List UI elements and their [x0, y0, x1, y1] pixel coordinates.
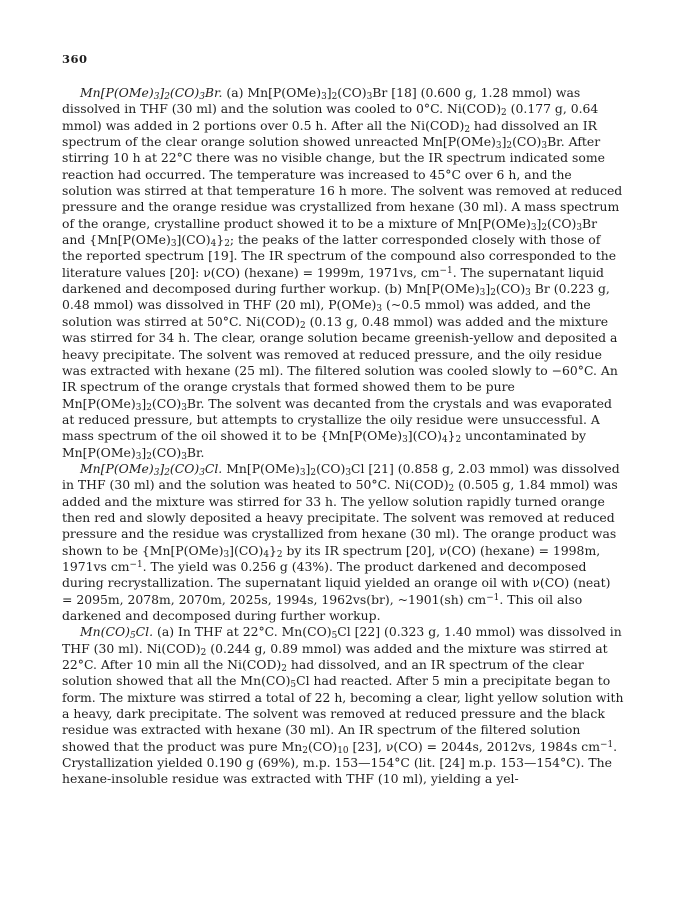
paragraph-1-body: (a) $Mn[P(OMe)_3]_2(CO)_3Br$ [18] (0.600 g, 1.28 mmol) was dissolved in THF (30 ml) and the solution was cooled to 0°C. $Ni(COD)_2$ (0.177 g, 0.64 mmol) was added in 2 portions over 0.5 h. After all the $Ni(COD)_2$ had dissolved an IR spectrum of the clear orange solution showed unreacted $Mn[P(OMe)_3]_2(CO)_3Br$. After stirring 10 h at 22°C there was no visible change, but the IR spectrum indicated some reaction had occurred. The temperature was increased to 45°C over 6 h, and the solution was stirred at that temperature 16 h more. The solvent was removed at reduced pressure and the orange residue was crystallized from hexane (30 ml). A mass spectrum of the orange, crystalline product showed it to be a mixture of $Mn[P(OMe)_3]_2(CO)_3Br$ and $\{Mn[P(OMe)_3](CO)_4\}_2$; the peaks of the latter corresponded closely with those of the reported spectrum [19]. The IR spectrum of the compound also corresponded to the literature values [20]: ν(CO) (hexane) = 1999m, 1971vs, $cm^{-1}$. The supernatant liquid darkened and decomposed during further workup. (b) $Mn[P(OMe)_3]_2(CO)_3$ Br (0.223 g, 0.48 mmol) was dissolved in THF (20 ml), $P(OMe)_3$ (~0.5 mmol) was added, and the solution was stirred at 50°C. $Ni(COD)_2$ (0.13 g, 0.48 mmol) was added and the mixture was stirred for 34 h. The clear, orange solution became greenish-yellow and deposited a heavy precipitate. The solvent was removed at reduced pressure, and the oily residue was extracted with hexane (25 ml). The filtered solution was cooled slowly to −60°C. An IR spectrum of the orange crystals that formed showed them to be pure $Mn[P(OMe)_3]_2(CO)_3Br$. The solvent was decanted from the crystals and was evaporated at reduced pressure, but attempts to crystallize the oily residue were unsuccessful. A mass spectrum of the oil showed it to be $\{Mn[P(OMe)_3](CO)_4\}_2$ uncontaminated by $Mn[P(OMe)_3]_2(CO)_3Br$.	[62, 85, 623, 462]
paragraph-3-heading: $Mn(CO)_5Cl$.	[80, 624, 154, 642]
paragraph-2-body: $Mn[P(OMe)_3]_2(CO)_3Cl$ [21] (0.858 g, 2.03 mmol) was dissolved in THF (30 ml) and the solution was heated to 50°C. $Ni(COD)_2$ (0.505 g, 1.84 mmol) was added and the mixture was stirred for 33 h. The yellow solution rapidly turned orange then red and slowly deposited a heavy precipitate. The solvent was removed at reduced pressure and the residue was crystallized from hexane (30 ml). The orange product was shown to be $\{Mn[P(OMe)_3](CO)_4\}_2$ by its IR spectrum [20], ν(CO) (hexane) = 1998m, 1971vs $cm^{-1}$. The yield was 0.256 g (43%). The product darkened and decomposed during recrystallization. The supernatant liquid yielded an orange oil with ν(CO) (neat) = 2095m, 2078m, 2070m, 2025s, 1994s, 1962vs(br), ~1901(sh) $cm^{-1}$. This oil also darkened and decomposed during further workup.	[62, 460, 620, 623]
paragraph-1-heading: $Mn[P(OMe)_3]_2(CO)_3Br$.	[80, 85, 223, 103]
paragraph-3	[62, 624, 624, 787]
page-number: 360	[62, 52, 88, 66]
paragraph-3-body: (a) In THF at 22°C. $Mn(CO)_5Cl$ [22] (0.323 g, 1.40 mmol) was dissolved in THF (30 ml). $Ni(COD)_2$ (0.244 g, 0.89 mmol) was added and the mixture was stirred at 22°C. After 10 min all the $Ni(COD)_2$ had dissolved, and an IR spectrum of the clear solution showed that all the $Mn(CO)_5Cl$ had reacted. After 5 min a precipitate began to form. The mixture was stirred a total of 22 h, becoming a clear, light yellow solution with a heavy, dark precipitate. The solvent was removed at reduced pressure and the black residue was extracted with hexane (30 ml). An IR spectrum of the filtered solution showed that the product was pure $Mn_2(CO)_{10}$ [23], ν(CO) = 2044s, 2012vs, 1984s $cm^{-1}$. Crystallization yielded 0.190 g (69%), m.p. 153—154°C (lit. [24] m.p. 153—154°C). The hexane-insoluble residue was extracted with THF (10 ml), yielding a yel-	[62, 624, 624, 787]
paragraph-2-heading: $Mn[P(OMe)_3]_2(CO)_3Cl$.	[80, 460, 223, 479]
body-text	[62, 85, 624, 788]
paragraph-1	[62, 85, 624, 461]
paragraph-2	[62, 461, 624, 624]
